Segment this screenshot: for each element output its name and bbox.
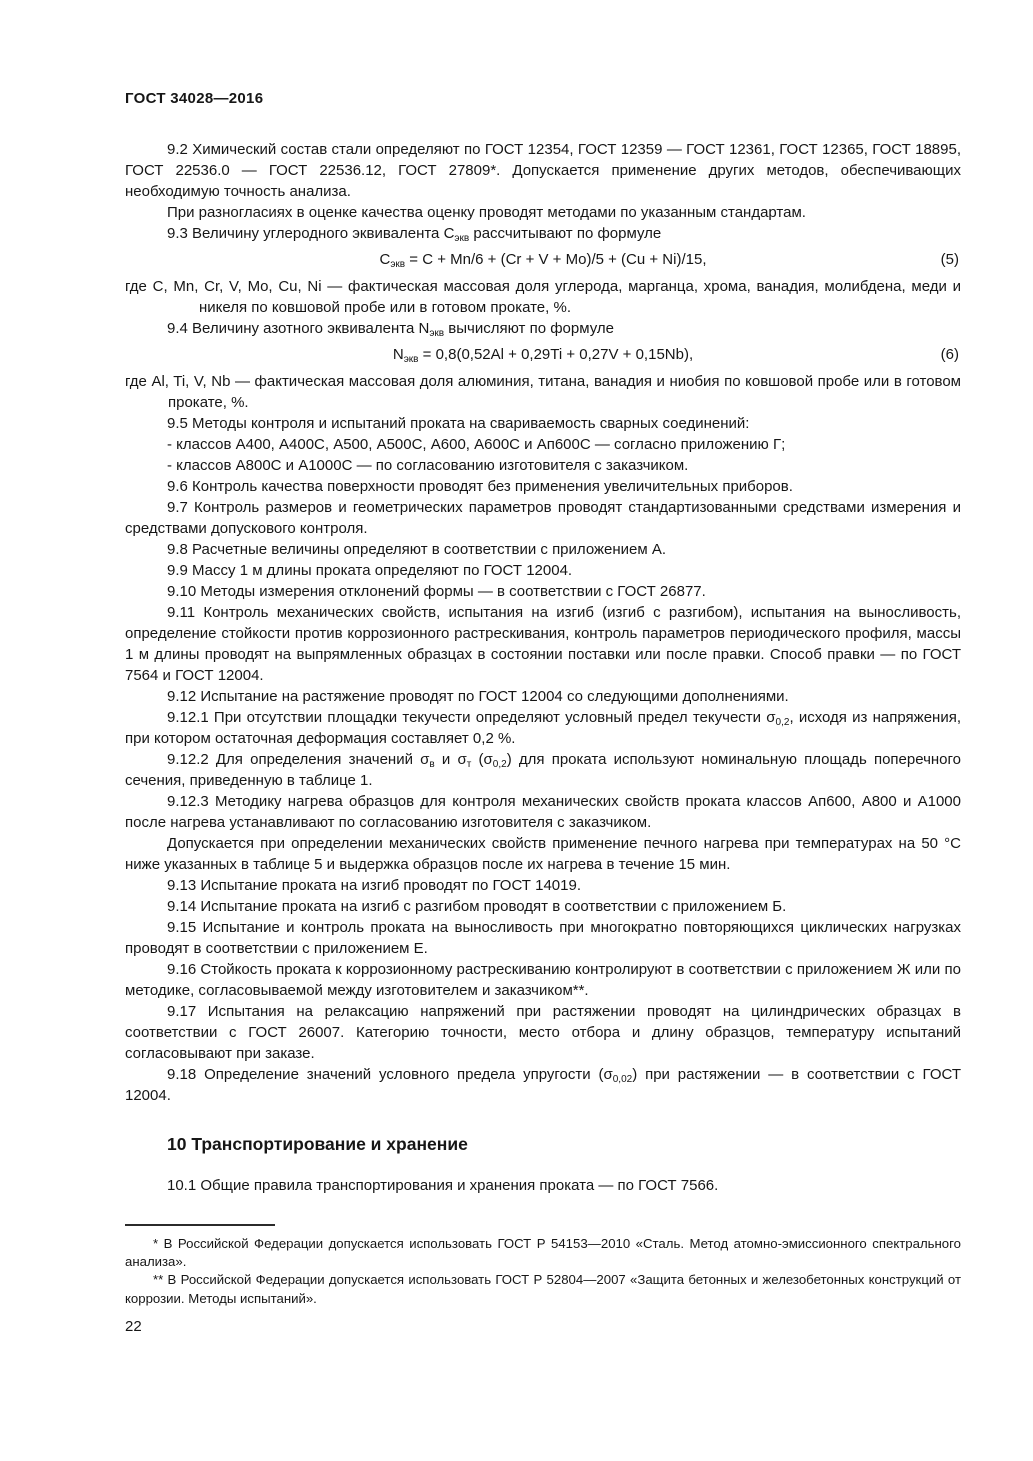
paragraph-9-12-2-text-2: и σ (434, 751, 467, 768)
formula-5-rhs: = C + Mn/6 + (Cr + V + Mo)/5 + (Cu + Ni)/15, (405, 251, 707, 268)
paragraph-9-7: 9.7 Контроль размеров и геометрических параметров проводят стандартизованными средствами измерения и средствами допускового контроля. (125, 499, 961, 537)
list-item-classes-1: - классов А400, А400С, А500, А500С, А600, А600С и Ап600С — согласно приложению Г; (167, 436, 786, 453)
formula-6-number: (6) (940, 346, 959, 363)
subscript-sigma-002: 0,02 (612, 1074, 633, 1085)
document-header: ГОСТ 34028—2016 (125, 90, 264, 107)
paragraph-9-8: 9.8 Расчетные величины определяют в соответствии с приложением А. (167, 541, 667, 558)
formula-6-expression (393, 346, 693, 363)
paragraph-9-9: 9.9 Массу 1 м длины проката определяют по ГОСТ 12004. (167, 562, 573, 579)
formula-6 (125, 339, 961, 371)
subscript-sigma-v: в (429, 759, 435, 770)
paragraph-9-18 (125, 1064, 961, 1106)
formula-6-lhs: N (392, 346, 404, 363)
formula-6-subscript: экв (403, 354, 419, 365)
footnote-2: ** В Российской Федерации допускается использовать ГОСТ Р 52804—2007 «Защита бетонных и железобетонных конструкций от коррозии. Методы испытаний». (125, 1272, 961, 1306)
paragraph-9-4-text-2: вычисляют по формуле (444, 320, 614, 337)
formula-5-subscript: экв (390, 259, 406, 270)
paragraph-9-13: 9.13 Испытание проката на изгиб проводят по ГОСТ 14019. (167, 877, 582, 894)
paragraph-9-11: 9.11 Контроль механических свойств, испытания на изгиб (изгиб с разгибом), испытания на выносливость, определение стойкости против коррозионного растрескивания, контроль параметров периодического профиля, массы 1 м длины проводят на выпрямленных образцах в состоянии поставки или после правки. Способ правки — по ГОСТ 7564 и ГОСТ 12004. (125, 604, 961, 684)
paragraph-9-3 (125, 223, 961, 244)
subscript-sigma-t: т (466, 759, 472, 770)
document-body (125, 139, 961, 1308)
paragraph-9-3-text: 9.3 Величину углеродного эквивалента C (167, 225, 455, 242)
footnote-divider (125, 1224, 275, 1226)
paragraph-9-12-1 (125, 707, 961, 749)
paragraph-10-1: 10.1 Общие правила транспортирования и хранения проката — по ГОСТ 7566. (167, 1177, 719, 1194)
paragraph-9-12-2 (125, 749, 961, 791)
paragraph-9-3-where: где C, Mn, Cr, V, Mo, Cu, Ni — фактическая массовая доля углерода, марганца, хрома, ванадия, молибдена, меди и никеля по ковшовой пробе или в готовом прокате, %. (125, 278, 961, 316)
paragraph-9-18-text: 9.18 Определение значений условного предела упругости (σ (167, 1066, 613, 1083)
subscript-sigma-02: 0,2 (775, 717, 790, 728)
paragraph-9-12-2-text-3: (σ (471, 751, 493, 768)
formula-5-lhs: C (379, 251, 391, 268)
paragraph-9-12-2-text-4: ) для проката используют номинальную площадь поперечного сечения, приведенную в таблице 1. (125, 751, 962, 789)
formula-5-number: (5) (940, 251, 959, 268)
subscript-sigma-02: 0,2 (492, 759, 507, 770)
paragraph-9-18-text-2: ) при растяжении — в соответствии с ГОСТ 12004. (125, 1066, 961, 1104)
paragraph-9-6: 9.6 Контроль качества поверхности проводят без применения увеличительных приборов. (167, 478, 793, 495)
subscript-ekv: экв (429, 328, 445, 339)
paragraph-9-4-text: 9.4 Величину азотного эквивалента N (167, 320, 430, 337)
footnote-block (125, 1224, 961, 1308)
paragraph-9-4-where: где Al, Ti, V, Nb — фактическая массовая доля алюминия, титана, ванадия и ниобия по ковшовой пробе или в готовом прокате, %. (125, 373, 961, 411)
paragraph-9-17: 9.17 Испытания на релаксацию напряжений при растяжении проводят на цилиндрических образцах в соответствии с ГОСТ 26007. Категорию точности, место отбора и длину образцов, температуру испытаний согласовывают при заказе. (125, 1003, 961, 1062)
subscript-ekv: экв (454, 233, 470, 244)
paragraph-9-2: 9.2 Химический состав стали определяют по ГОСТ 12354, ГОСТ 12359 — ГОСТ 12361, ГОСТ 12365, ГОСТ 18895, ГОСТ 22536.0 — ГОСТ 22536.12, ГОСТ 27809*. Допускается применение других методов, обеспечивающих необходимую точность анализа. (125, 141, 961, 200)
paragraph-9-12-2-text: 9.12.2 Для определения значений σ (167, 751, 430, 768)
paragraph-9-5: 9.5 Методы контроля и испытаний проката на свариваемость сварных соединений: (167, 415, 750, 432)
paragraph-9-3-text-2: рассчитывают по формуле (469, 225, 662, 242)
formula-6-rhs: = 0,8(0,52Al + 0,29Ti + 0,27V + 0,15Nb), (418, 346, 694, 363)
formula-5-expression (379, 251, 706, 268)
paragraph-9-12-3-cont: Допускается при определении механических свойств применение печного нагрева при температурах на 50 °С ниже указанных в таблице 5 и выдержка образцов после их нагрева в течение 15 мин. (125, 835, 961, 873)
formula-5 (125, 244, 961, 276)
paragraph-9-12-1-text-2: , исходя из напряжения, при котором остаточная деформация составляет 0,2 %. (125, 709, 961, 747)
page-number: 22 (125, 1318, 142, 1335)
list-item-classes-2: - классов А800С и А1000С — по согласованию изготовителя с заказчиком. (167, 457, 689, 474)
paragraph-9-14: 9.14 Испытание проката на изгиб с разгибом проводят в соответствии с приложением Б. (167, 898, 787, 915)
section-10-heading: 10 Транспортирование и хранение (167, 1134, 468, 1154)
paragraph-9-15: 9.15 Испытание и контроль проката на выносливость при многократно повторяющихся циклических нагрузках проводят в соответствии с приложением Е. (125, 919, 961, 957)
paragraph-9-2-cont: При разногласиях в оценке качества оценку проводят методами по указанным стандартам. (167, 204, 806, 221)
paragraph-9-12: 9.12 Испытание на растяжение проводят по ГОСТ 12004 со следующими дополнениями. (167, 688, 789, 705)
paragraph-9-12-1-text: 9.12.1 При отсутствии площадки текучести определяют условный предел текучести σ (167, 709, 776, 726)
paragraph-9-12-3: 9.12.3 Методику нагрева образцов для контроля механических свойств проката классов Ап600, А800 и А1000 после нагрева устанавливают по согласованию изготовителя с заказчиком. (125, 793, 961, 831)
paragraph-9-10: 9.10 Методы измерения отклонений формы — в соответствии с ГОСТ 26877. (167, 583, 706, 600)
paragraph-9-16: 9.16 Стойкость проката к коррозионному растрескиванию контролируют в соответствии с приложением Ж или по методике, согласовываемой между изготовителем и заказчиком**. (125, 961, 961, 999)
paragraph-9-4 (125, 318, 961, 339)
footnote-1: * В Российской Федерации допускается использовать ГОСТ Р 54153—2010 «Сталь. Метод атомно-эмиссионного спектрального анализа». (125, 1236, 961, 1270)
